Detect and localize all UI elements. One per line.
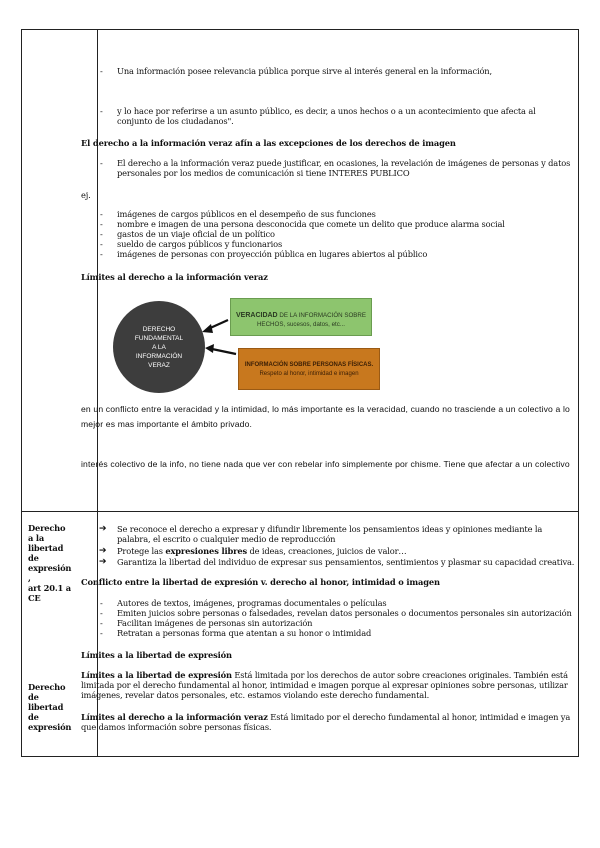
personas-fisicas-box: INFORMACIÓN SOBRE PERSONAS FÍSICAS. Respeto al honor, intimidad e imagen: [238, 348, 380, 390]
relevancia-bullet: Una información posee relevancia pública porque sirve al interés general en la información,: [117, 66, 492, 76]
row-divider: [22, 511, 578, 512]
garantiza-libertad-item: Garantiza la libertad del individuo de expresar sus pensamientos, sentimientos y plasmar su capacidad creativa.: [117, 557, 575, 567]
limites-expresion-paragraph: Límites a la libertad de expresión Está limitada por los derechos de autor sobre creaciones originales. También está limitada por el derecho fundamental al honor, intimidad e imagen porque al expresar opiniones sobre personas, utilizar imágenes, revelar datos personales, etc. estamos violando este derecho fundamental.: [81, 670, 568, 700]
conflicto-paragraph: en un conflicto entre la veracidad y la intimidad, lo más importante es la veracidad, cuando no trasciende a un colectivo a lo mejor es mas importante el ámbito privado.: [81, 404, 570, 429]
arrow-bullet-icon: ➔: [99, 524, 107, 534]
asunto-publico-bullet: y lo hace por referirse a un asunto público, es decir, a unos hechos o a un acontecimiento que afecta al conjunto de los ciudadanos".: [117, 106, 536, 126]
derecho-fundamental-circle: DERECHO FUNDAMENTAL A LA INFORMACIÓN VERAZ: [113, 301, 205, 393]
heading-derecho-imagen: El derecho a la información veraz afín a las excepciones de los derechos de imagen: [81, 138, 456, 148]
ej-label: ej.: [81, 190, 91, 200]
heading-conflicto: Conflicto entre la libertad de expresión v. derecho al honor, intimidad o imagen: [81, 577, 440, 587]
list-item: - Autores de textos, imágenes, programas documentales o películas: [100, 598, 387, 608]
arrow-bullet-icon: ➔: [99, 546, 107, 556]
arrow-to-circle-lower: [212, 349, 236, 354]
heading-limites-expresion: Límites a la libertad de expresión: [81, 650, 232, 660]
heading-limites-info: Límites al derecho a la información veraz: [81, 272, 268, 282]
arrow-head-upper: [202, 324, 213, 333]
bullet-dash: -: [100, 158, 103, 168]
list-item: - Facilitan imágenes de personas sin autorización: [100, 618, 313, 628]
label-libertad-expresion: Derecho a la libertad de expresión , art 20.1 a CE: [28, 523, 72, 603]
list-item: - Emiten juicios sobre personas o falsedades, revelan datos personales o documentos personales sin autorización: [100, 608, 572, 618]
list-item: - imágenes de personas con proyección pública en lugares abiertos al público: [100, 249, 428, 259]
label-derecho-libertad: Derecho de libertad de expresión: [28, 682, 72, 732]
list-item: - sueldo de cargos públicos y funcionarios: [100, 239, 283, 249]
arrow-head-lower: [205, 344, 214, 353]
list-item: - gastos de un viaje oficial de un político: [100, 229, 275, 239]
list-item: - Retratan a personas forma que atentan a su honor o intimidad: [100, 628, 372, 638]
bullet-dash: -: [100, 106, 103, 116]
bullet-dash: -: [100, 66, 103, 76]
protege-expresiones-item: Protege las expresiones libres de ideas, creaciones, juicios de valor…: [117, 546, 407, 556]
limites-informacion-paragraph: Límites al derecho a la información veraz Está limitado por el derecho fundamental al honor, intimidad e imagen ya que damos información sobre personas físicas.: [81, 712, 571, 732]
list-item: - nombre e imagen de una persona desconocida que comete un delito que produce alarma social: [100, 219, 505, 229]
examples-list: [100, 209, 570, 259]
list-item: - imágenes de cargos públicos en el desempeño de sus funciones: [100, 209, 376, 219]
veracidad-box: VERACIDAD DE LA INFORMACIÓN SOBRE HECHOS, sucesos, datos, etc...: [230, 298, 372, 336]
interes-colectivo-paragraph: interés colectivo de la info, no tiene nada que ver con rebelar info simplemente por chisme. Tiene que afectar a un colectivo: [81, 459, 570, 469]
conflicto-list: [100, 598, 570, 638]
reconoce-derecho-item: Se reconoce el derecho a expresar y difundir libremente los pensamientos ideas y opiniones mediante la palabra, el escrito o cualquier medio de reproducción: [117, 524, 543, 544]
arrow-bullet-icon: ➔: [99, 557, 107, 567]
interes-publico-bullet: El derecho a la información veraz puede justificar, en ocasiones, la revelación de imágenes de personas y datos personales por los medios de comunicación si tiene INTERES PUBLICO: [117, 158, 571, 178]
